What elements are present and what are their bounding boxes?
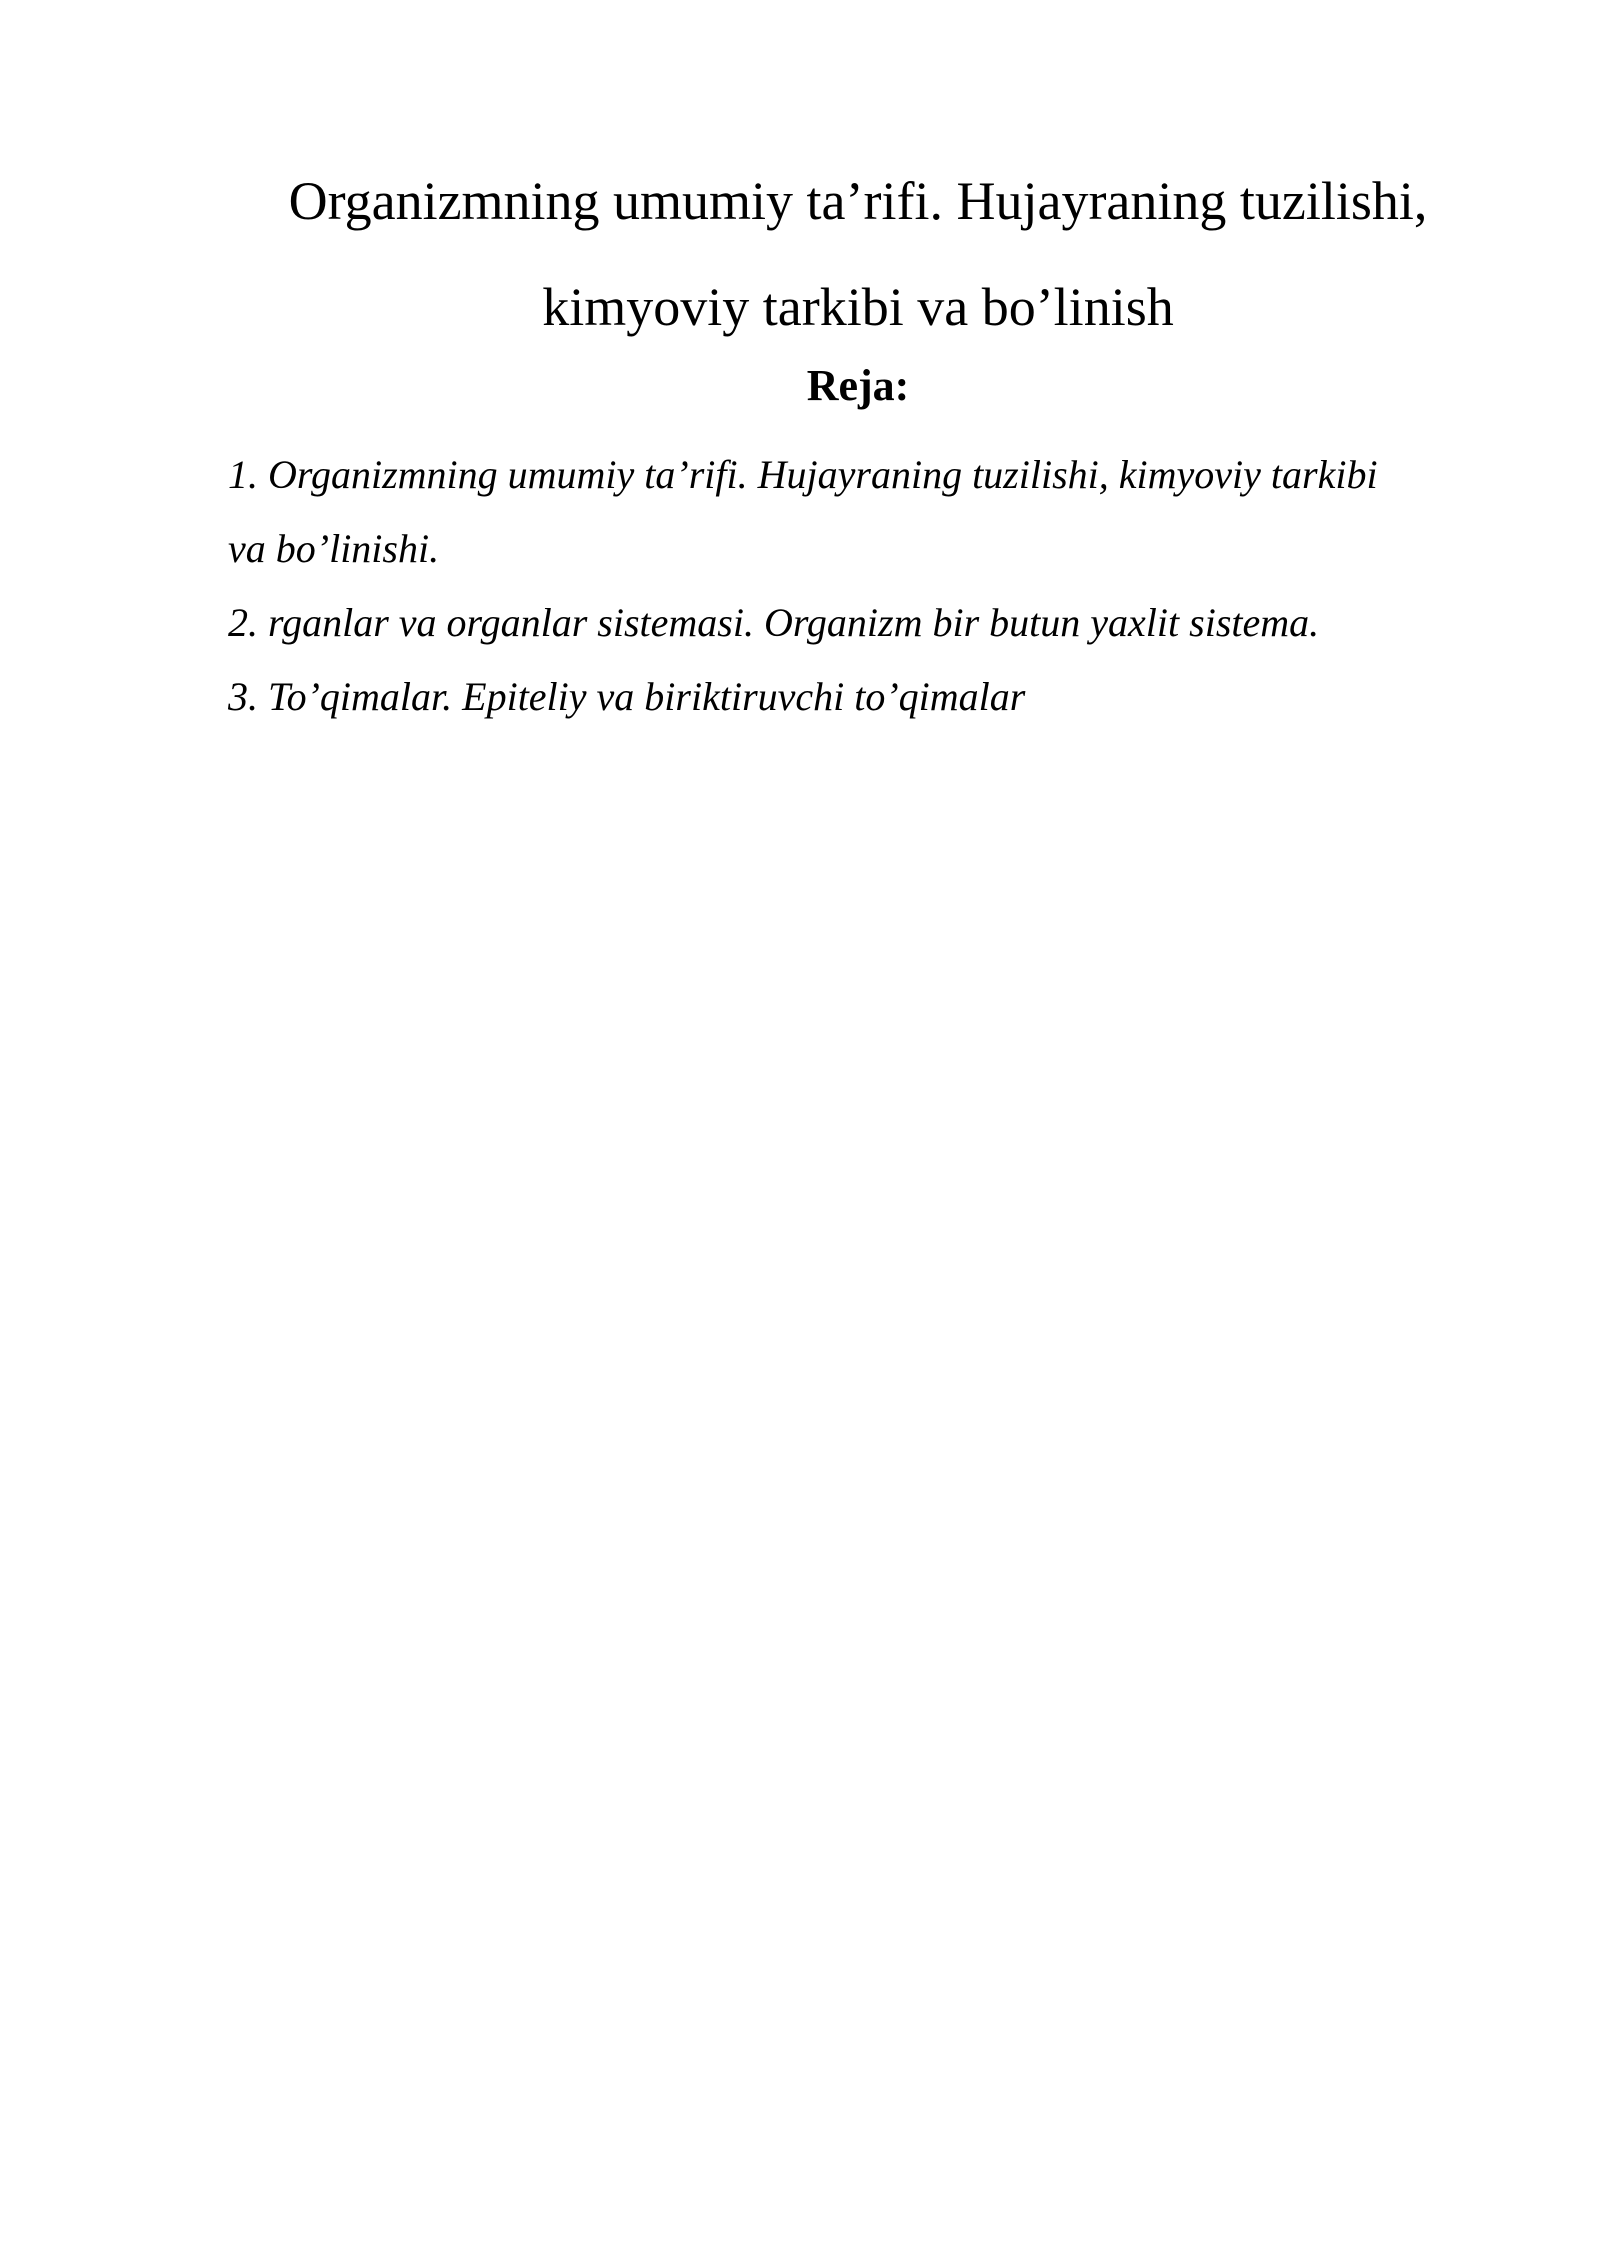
plan-item-number: 1. [228, 452, 258, 497]
plan-item-1 [228, 438, 1488, 512]
plan-item-1-continuation [228, 512, 1488, 586]
plan-item-text: To’qimalar. Epiteliy va biriktiruvchi to’qimalar [268, 674, 1026, 719]
plan-item-number: 2. [228, 600, 258, 645]
plan-heading: Reja: [806, 361, 910, 410]
title-line-2: kimyoviy tarkibi va bo’linish [542, 277, 1174, 337]
document-title [228, 148, 1488, 360]
plan-list [228, 438, 1488, 734]
title-line-1: Organizmning umumiy ta’rifi. Hujayraning tuzilishi, [288, 171, 1428, 231]
plan-item-number: 3. [228, 674, 258, 719]
plan-item-text: va bo’linishi. [228, 526, 440, 571]
plan-item-2 [228, 586, 1488, 660]
plan-item-text: Organizmning umumiy ta’rifi. Hujayraning tuzilishi, kimyoviy tarkibi [268, 452, 1378, 497]
plan-item-text: rganlar va organlar sistemasi. Organizm bir butun yaxlit sistema. [268, 600, 1320, 645]
plan-item-3 [228, 660, 1488, 734]
